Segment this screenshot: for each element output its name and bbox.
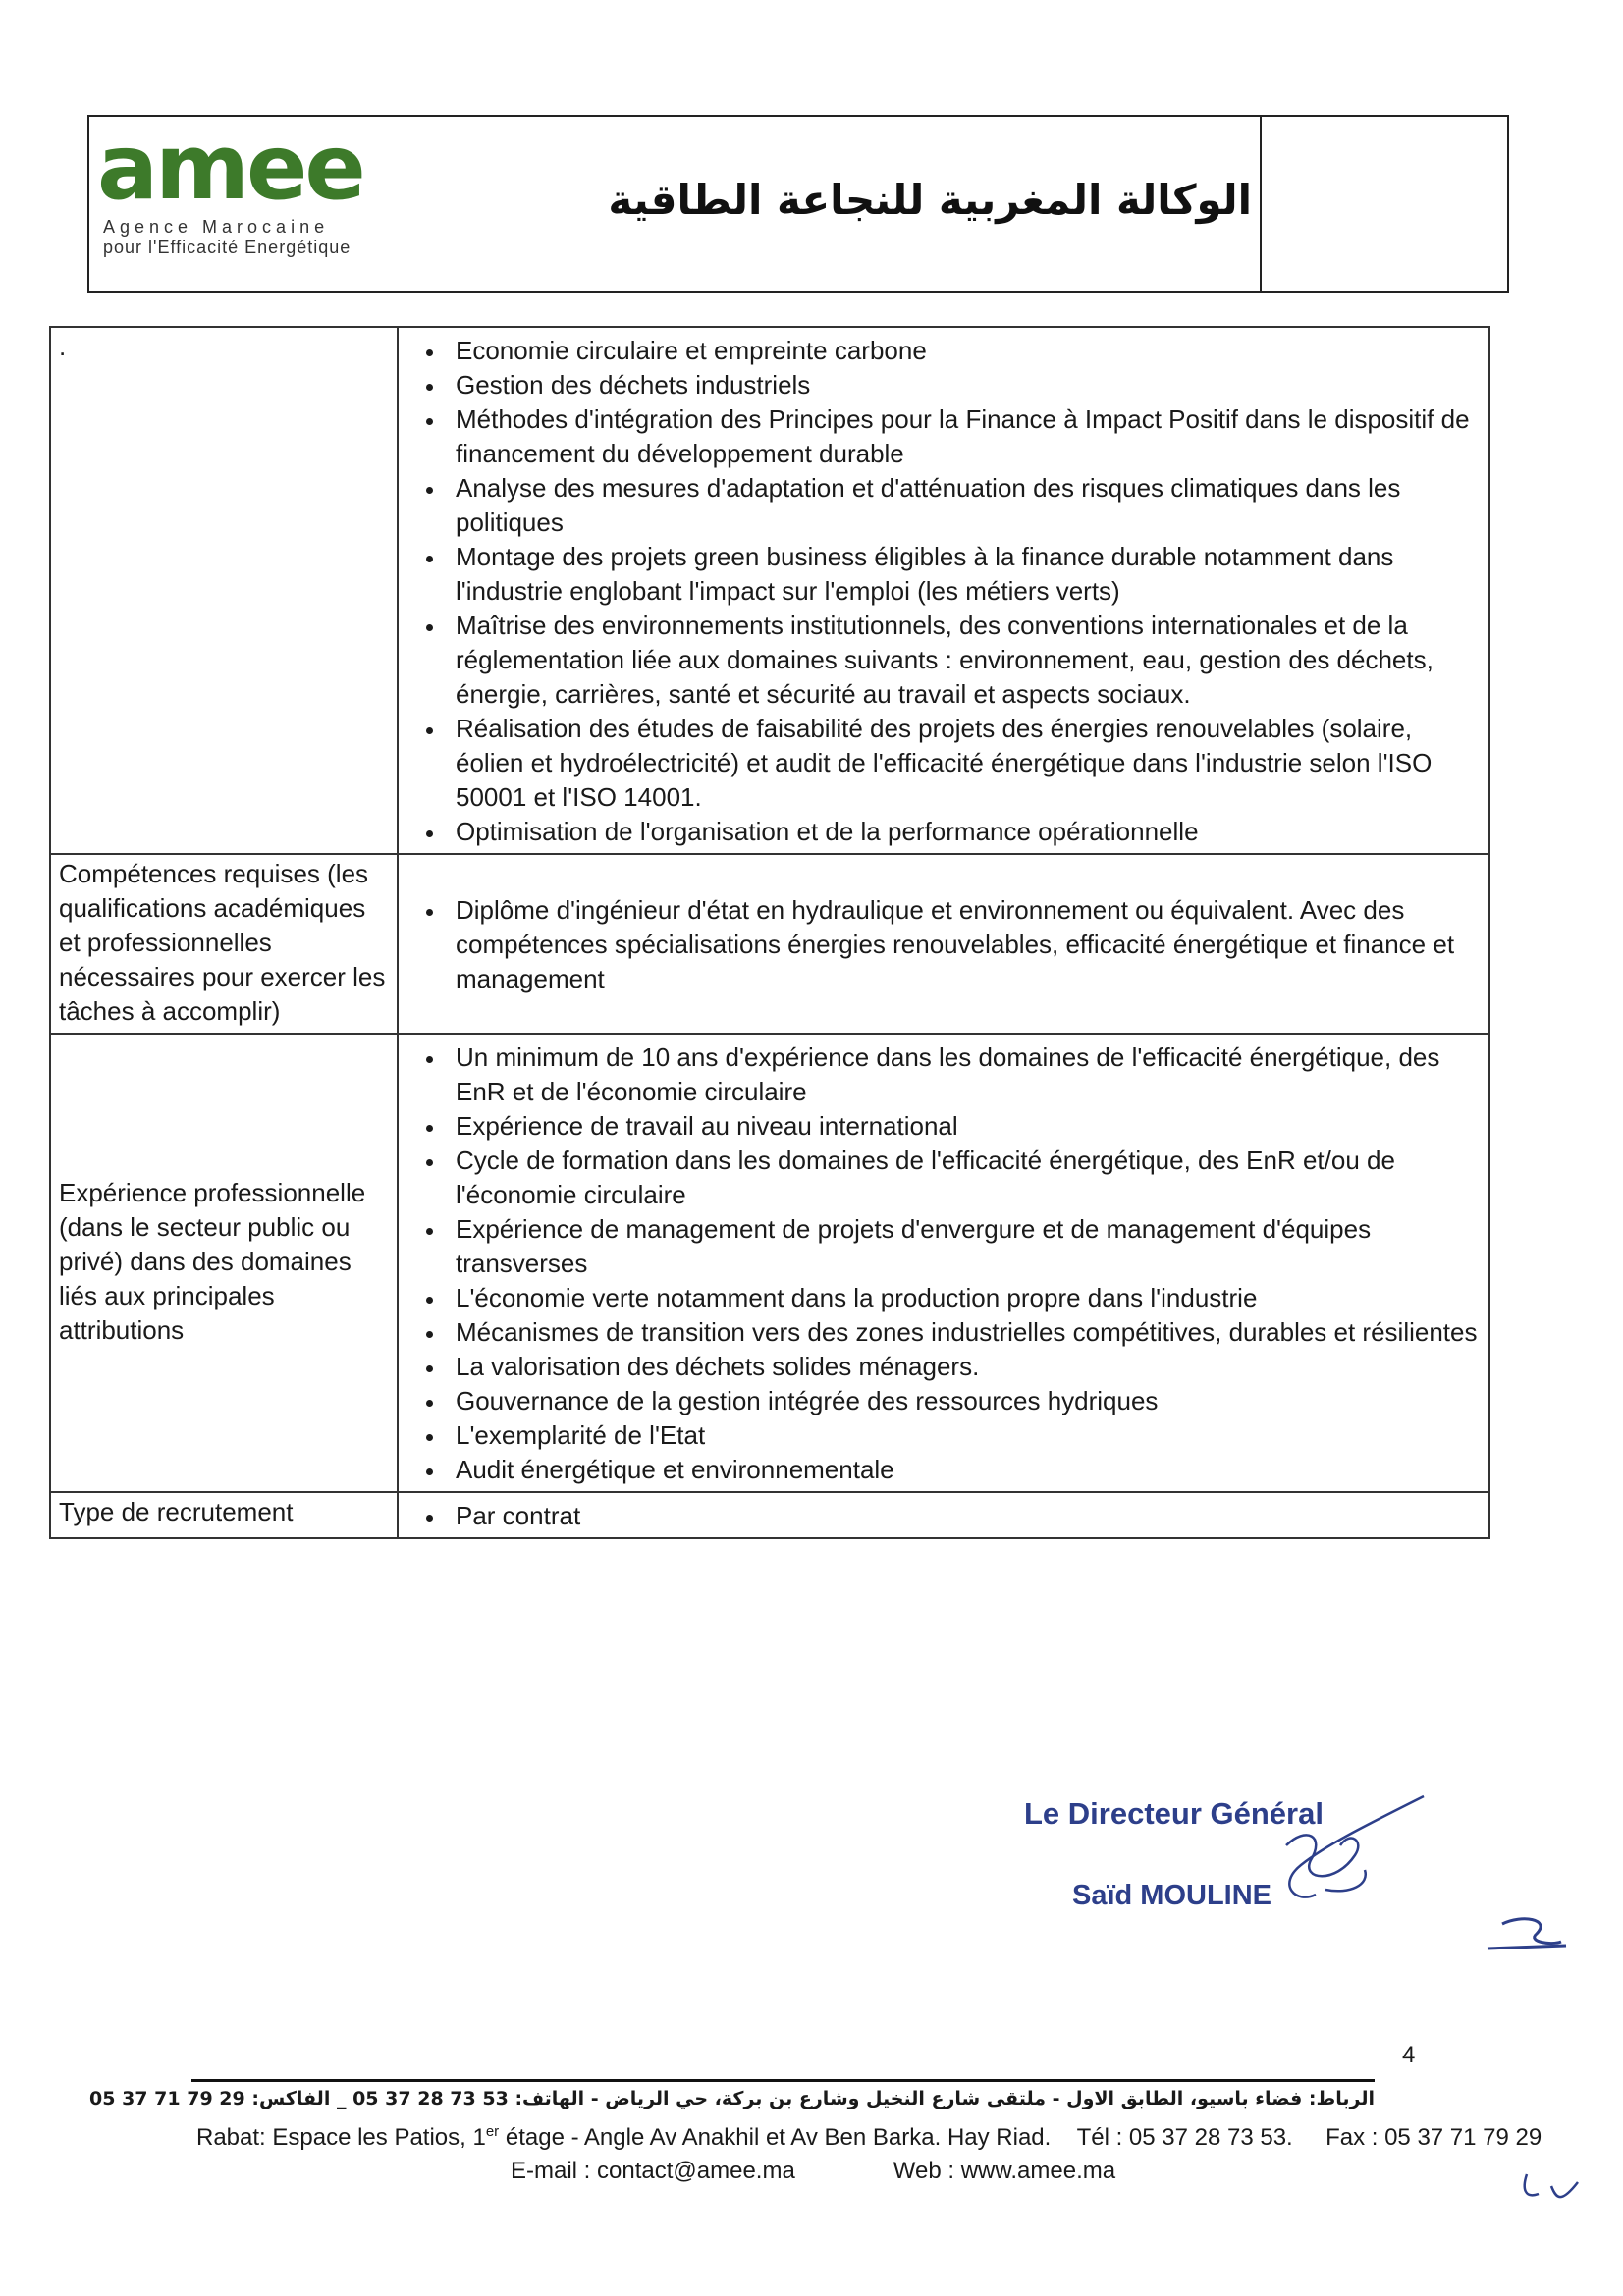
agency-arabic-title: الوكالة المغربية للنجاعة الطاقية (608, 176, 1252, 224)
bullet-list (406, 1041, 1481, 1487)
page-number: 4 (1402, 2042, 1416, 2068)
table-row (50, 854, 1489, 1034)
letterhead (87, 115, 1509, 293)
logo-subtitle-line2: pour l'Efficacité Energétique (103, 238, 352, 257)
footer-address-part: étage - Angle Av Anakhil et Av Ben Barka. Hay Riad. Tél : 05 37 28 73 53. Fax : 05 37 71 79 29 (499, 2124, 1542, 2151)
footer-divider (191, 2079, 1375, 2082)
row-label (50, 854, 398, 1034)
bullet-list (406, 893, 1481, 996)
bullet-list (406, 1499, 1481, 1533)
bullet-item: • Analyse des mesures d'adaptation et d'atténuation des risques climatiques dans les politiques (446, 471, 1481, 540)
bullet-item: • L'économie verte notamment dans la production propre dans l'industrie (446, 1281, 1481, 1315)
bullet-item: • Optimisation de l'organisation et de la performance opérationnelle (446, 815, 1481, 849)
bullet-item: • Mécanismes de transition vers des zones industrielles compétitives, durables et résilientes (446, 1315, 1481, 1350)
footer-address-arabic: الرباط: فضاء باسيو، الطابق الاول - ملتقى شارع النخيل وشارع بن بركة، حي الرياض - الهاتف: 53 73 28 37 05 _ الفاكس: 29 79 71 37 05 (88, 2088, 1375, 2109)
bullet-item: • Gouvernance de la gestion intégrée des ressources hydriques (446, 1384, 1481, 1418)
logo-subtitle-line1: Agence Marocaine (103, 217, 330, 237)
row-content (398, 1492, 1489, 1538)
bullet-item: • Par contrat (446, 1499, 1481, 1533)
table-row (50, 1034, 1489, 1492)
bullet-item: • Méthodes d'intégration des Principes pour la Finance à Impact Positif dans le dispositif de financement du développement durable (446, 402, 1481, 471)
footer-email[interactable]: E-mail : contact@amee.ma (511, 2158, 795, 2184)
logo-wordmark: amee (97, 115, 363, 220)
footer-address-sup: er (485, 2123, 500, 2140)
row-label-text: Expérience professionnelle (dans le secteur public ou privé) dans des domaines liés aux principales attributions (59, 1178, 366, 1345)
bullet-list (406, 334, 1481, 849)
footer-contact (511, 2158, 1214, 2185)
signatory-name: Saïd MOULINE (1072, 1880, 1272, 1911)
bullet-item: • Maîtrise des environnements institutionnels, des conventions internationales et de la réglementation liée aux domaines suivants : environnement, eau, gestion des déchets, énergie, carrières, santé et sécurité au travail et aspects sociaux. (446, 609, 1481, 712)
initials-mark-icon (1517, 2164, 1586, 2214)
row-label-text: Type de recrutement (59, 1497, 294, 1526)
header-divider (1260, 117, 1262, 291)
signatory-title: Le Directeur Général (1024, 1796, 1324, 1831)
bullet-item: • Un minimum de 10 ans d'expérience dans les domaines de l'efficacité énergétique, des EnR et de l'économie circulaire (446, 1041, 1481, 1109)
row-content (398, 854, 1489, 1034)
amee-logo (97, 115, 363, 258)
table-row (50, 1492, 1489, 1538)
row-label-text: Compétences requises (les qualifications académiques et professionnelles nécessaires pour exercer les tâches à accomplir) (59, 859, 386, 1026)
row-label (50, 1492, 398, 1538)
bullet-item: • Cycle de formation dans les domaines de l'efficacité énergétique, des EnR et/ou de l'économie circulaire (446, 1144, 1481, 1212)
row-content (398, 327, 1489, 854)
footer-website[interactable]: Web : www.amee.ma (893, 2158, 1116, 2184)
footer-address-part: Rabat: Espace les Patios, 1 (196, 2124, 486, 2151)
job-profile-table (49, 326, 1490, 1539)
row-label-text: . (59, 332, 67, 361)
bullet-item: • Réalisation des études de faisabilité des projets des énergies renouvelables (solaire, éolien et hydroélectricité) et audit de l'efficacité énergétique dans l'industrie selon l'ISO 50001 et l'ISO 14001. (446, 712, 1481, 815)
bullet-item: • Expérience de travail au niveau international (446, 1109, 1481, 1144)
row-label (50, 327, 398, 854)
bullet-item: • Expérience de management de projets d'envergure et de management d'équipes transverses (446, 1212, 1481, 1281)
bullet-item: • Diplôme d'ingénieur d'état en hydraulique et environnement ou équivalent. Avec des compétences spécialisations énergies renouvelables, efficacité énergétique et finance et management (446, 893, 1481, 996)
bullet-item: • La valorisation des déchets solides ménagers. (446, 1350, 1481, 1384)
bullet-item: • Audit énergétique et environnementale (446, 1453, 1481, 1487)
table-row (50, 327, 1489, 854)
bullet-item: • Gestion des déchets industriels (446, 368, 1481, 402)
bullet-item: • Montage des projets green business éligibles à la finance durable notamment dans l'industrie englobant l'impact sur l'emploi (les métiers verts) (446, 540, 1481, 609)
initials-mark-icon (1483, 1904, 1571, 1963)
row-label (50, 1034, 398, 1492)
handwritten-signature-icon (1257, 1787, 1434, 1924)
row-content (398, 1034, 1489, 1492)
bullet-item: • L'exemplarité de l'Etat (446, 1418, 1481, 1453)
footer-address (196, 2123, 1542, 2152)
bullet-item: • Economie circulaire et empreinte carbone (446, 334, 1481, 368)
